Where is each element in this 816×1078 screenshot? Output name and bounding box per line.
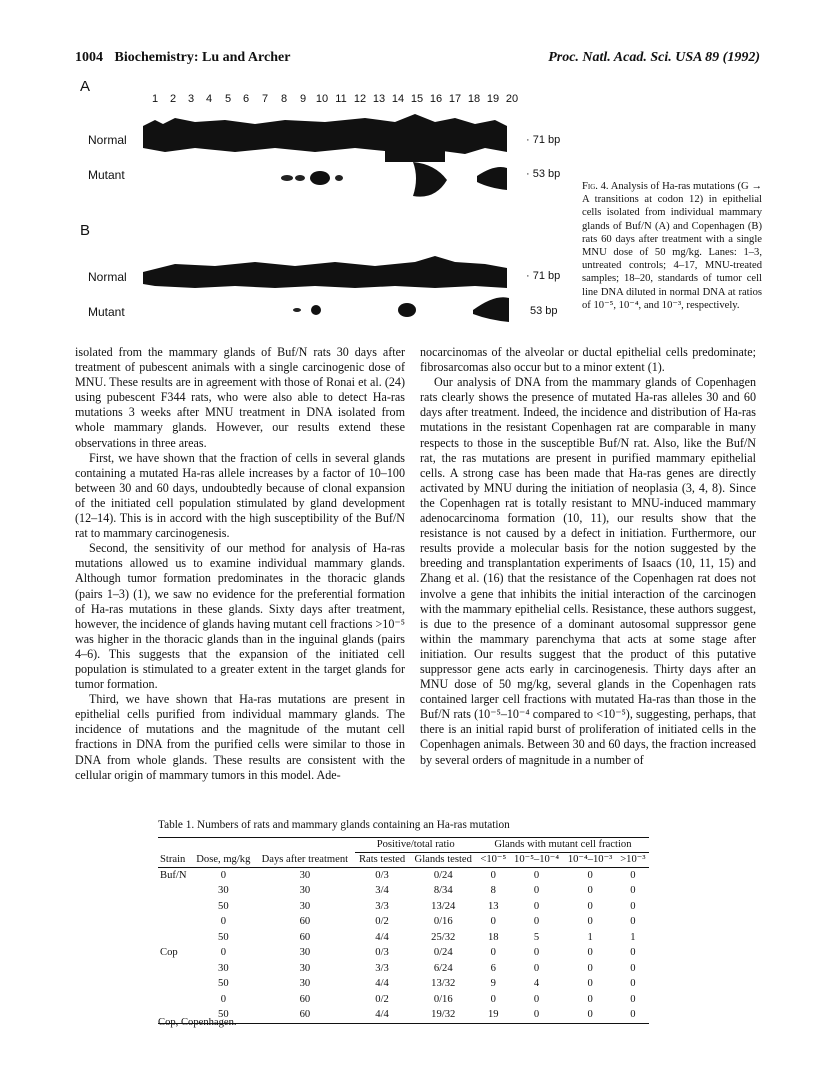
- paragraph: nocarcinomas of the alveolar or ductal epithelial cells predominate; fibrosarcomas also occur but to a minor extent (1).: [420, 345, 756, 375]
- table-row: [158, 884, 649, 900]
- table-cell: 19: [487, 1009, 499, 1021]
- table-cell: 25/32: [431, 931, 456, 943]
- paragraph: First, we have shown that the fraction of cells in several glands containing a mutated Ha-ras allele increases by a factor of 10–100 between 30 and 60 days, undoubtedly because of clonal expansion of the initiated cell population stimulated by gland development (12–14). This is in accord with the high susceptibility of the Buf/N rat to mammary carcinogenesis.: [75, 450, 405, 541]
- table-cell: 0: [587, 993, 593, 1005]
- table-cell: 13/32: [431, 978, 456, 990]
- table-cell: 13/24: [431, 900, 456, 912]
- lane-number: 11: [335, 93, 347, 105]
- figure-caption-text: Analysis of Ha-ras mutations (G → A transitions at codon 12) in epithelial cells isolated from individual mammary glands of Buf/N (A) and Copenhagen (B) rats 60 days after treatment with a single MNU dose of 50 mg/kg. Lanes: 1–3, untreated controls; 4–17, MNU-treated samples; 18–20, standards of tumor cell line DNA diluted in normal DNA at ratios of 10⁻⁵, 10⁻⁴, and 10⁻³, respectively.: [582, 181, 762, 311]
- group-glands: Glands with mutant cell fraction: [477, 838, 649, 853]
- table-cell: 0: [587, 885, 593, 897]
- lane-number: 4: [205, 93, 213, 105]
- table-cell: 0: [490, 993, 496, 1005]
- normal-band-a: [143, 114, 507, 154]
- table-row: [158, 961, 649, 977]
- table-cell: 50: [218, 978, 229, 990]
- table-cell: 0: [587, 916, 593, 928]
- table-cell: 8/34: [433, 885, 453, 897]
- gel-blot-panel-b: [135, 250, 525, 330]
- col-dose: Dose, mg/kg: [196, 854, 251, 865]
- table-cell: 0: [630, 869, 636, 881]
- col-rats: Rats tested: [358, 854, 406, 865]
- table-cell: 0: [587, 978, 593, 990]
- table-cell: 19/32: [431, 1009, 456, 1021]
- table-cell: Cop: [160, 947, 178, 959]
- panel-a-mutant-bp: · 53 bp: [526, 168, 561, 180]
- lane-number: 14: [391, 93, 405, 105]
- lane-number: 8: [280, 93, 288, 105]
- table-cell: 0/24: [433, 869, 453, 881]
- table-cell: 4/4: [375, 931, 389, 943]
- panel-b-mutant-label: Mutant: [88, 305, 125, 319]
- group-ratio: Positive/total ratio: [355, 838, 477, 853]
- table-cell: 0/16: [433, 916, 453, 928]
- left-column: [75, 345, 405, 783]
- table-cell: [158, 977, 191, 993]
- lane-number: 18: [467, 93, 481, 105]
- mutant-spot: [311, 305, 321, 315]
- table-row: [158, 992, 649, 1008]
- paragraph: Third, we have shown that Ha-ras mutations are present in epithelial cells purified from individual mammary glands. The incidence of mutations and the magnitude of the mutant cell fractions in DNA from the purified cells were similar to those in DNA from whole glands. These results are consistent with the cellular origin of mammary tumors in this model. Ade-: [75, 692, 405, 782]
- panel-b-label: B: [80, 222, 91, 239]
- table-cell: [158, 915, 191, 931]
- table-cell: 0/16: [433, 993, 453, 1005]
- mutant-spot: [293, 308, 301, 312]
- lane-number: 19: [486, 93, 500, 105]
- table-cell: 0: [533, 993, 540, 1005]
- bp-value: 71 bp: [532, 134, 561, 146]
- paragraph: Our analysis of DNA from the mammary glands of Copenhagen rats clearly shows the presence of mutated Ha-ras alleles 30 and 60 days after treatment. Indeed, the incidence and distribution of Ha-ras mutations in the resistant Copenhagen rat are comparable in many respects to those in the susceptible Buf/N rat. Also, like the Buf/N rat, the ras mutations are present in purified mammary epithelial cells. A strong case has been made that Ha-ras genes are directly activated by MNU during the initiation of neoplasia (3, 4, 8). Since the Copenhagen rat is totally resistant to MNU-induced mammary adenocarcinoma formation (10, 11), our results show that the resistance is not caused by a defect in initiation. Furthermore, our results provide a molecular basis for the notion suggested by the breeding and transplantation experiments of Isaacs (10, 11, 15) and Zhang et al. (16) that the resistance of the Copenhagen rat does not involve a gene that inhibits the initial interaction of the carcinogen with the mammary epithelial cells. Resistance, these authors suggest, is due to the presence of a dominant autosomal suppressor gene within the mammary parenchyma that acts at some stage after initiation. Our results suggest that the product of this putative suppressor gene acts early in carcinogenesis. Thirty days after an MNU dose of 50 mg/kg, several glands in the Copenhagen rats contained larger cell fractions with mutated Ha-ras than those in the Buf/N rats (10⁻⁵–10⁻⁴ compared to <10⁻⁵), suggesting, perhaps, that there is an initial rapid burst of proliferation of initiated cells in the Copenhagen animals. Between 30 and 60 days, the fraction increased by several orders of magnitude in a number of: [420, 375, 756, 767]
- table-row: [158, 915, 649, 931]
- lane-number: 3: [187, 93, 195, 105]
- table-cell: 0: [630, 1009, 636, 1021]
- right-column: [420, 345, 756, 768]
- mutant-blob: [413, 162, 447, 197]
- table-cell: 0: [587, 962, 593, 974]
- mutant-blob: [473, 297, 509, 322]
- table-cell: 30: [218, 962, 229, 974]
- mutant-spot: [295, 175, 305, 181]
- table-row: [158, 899, 649, 915]
- lane-number: 13: [372, 93, 386, 105]
- table-cell: 60: [299, 916, 311, 928]
- table-cell: 0/3: [375, 947, 389, 959]
- table-row: [158, 868, 649, 884]
- col-f1: <10⁻⁵: [480, 854, 507, 865]
- lane-number: 17: [448, 93, 462, 105]
- table-cell: 5: [533, 931, 540, 943]
- bp-value: 71 bp: [532, 270, 561, 282]
- table-cell: 0: [587, 1009, 593, 1021]
- table-cell: 3/3: [375, 962, 389, 974]
- table-cell: [158, 992, 191, 1008]
- table-cell: 60: [299, 993, 311, 1005]
- bp-value: 53 bp: [532, 168, 561, 180]
- table-cell: 0: [533, 885, 540, 897]
- table-row: [158, 930, 649, 946]
- table-cell: [158, 884, 191, 900]
- panel-a-mutant-label: Mutant: [88, 168, 125, 182]
- table-cell: 0/24: [433, 947, 453, 959]
- table-cell: 0: [220, 869, 226, 881]
- table-cell: 0: [220, 916, 226, 928]
- panel-a-label: A: [80, 78, 91, 95]
- table-cell: 3/3: [375, 900, 389, 912]
- panel-b-normal-bp: · 71 bp: [526, 270, 561, 282]
- table-cell: 0: [533, 900, 540, 912]
- table-cell: 0: [630, 885, 636, 897]
- col-f2: 10⁻⁵–10⁻⁴: [514, 854, 560, 865]
- paragraph: isolated from the mammary glands of Buf/N rats 30 days after treatment of pubescent animals with a single carcinogenic dose of MNU. These results are in agreement with those of Ronai et al. (24) using pubescent F344 rats, who were also able to detect Ha-ras mutations 3 weeks after MNU treatment in DNA isolated from whole mammary glands. However, our results extend these observations in three areas.: [75, 345, 405, 450]
- table-cell: 60: [299, 931, 311, 943]
- table-cell: 30: [299, 869, 311, 881]
- table-cell: 4/4: [375, 1009, 389, 1021]
- table-cell: 9: [490, 978, 496, 990]
- data-table: [158, 837, 649, 1024]
- table-cell: 30: [218, 885, 229, 897]
- table-cell: 0: [587, 869, 593, 881]
- table-cell: 50: [218, 1009, 229, 1021]
- table-cell: [158, 961, 191, 977]
- table-cell: 0: [533, 869, 540, 881]
- lane-number: 1: [151, 93, 159, 105]
- table-cell: 1: [630, 931, 636, 943]
- table-cell: 0/2: [375, 916, 389, 928]
- table-cell: 0: [630, 916, 636, 928]
- table-cell: 30: [299, 962, 311, 974]
- panel-b-normal-label: Normal: [88, 270, 127, 284]
- table-cell: 0: [587, 947, 593, 959]
- lane-number: 12: [353, 93, 367, 105]
- lane-number: 5: [224, 93, 232, 105]
- lane-number: 16: [429, 93, 443, 105]
- table-cell: 1: [587, 931, 593, 943]
- panel-b-mutant-bp: 53 bp: [530, 305, 558, 317]
- table-cell: 0/3: [375, 869, 389, 881]
- lane-number: 20: [505, 93, 519, 105]
- table-cell: 0: [490, 947, 496, 959]
- table-cell: [158, 930, 191, 946]
- table-row: [158, 977, 649, 993]
- table-cell: [158, 899, 191, 915]
- table-cell: 0: [533, 962, 540, 974]
- table-cell: 13: [487, 900, 499, 912]
- table-cell: 4: [533, 978, 540, 990]
- running-header: [75, 50, 760, 66]
- table-cell: 0: [533, 916, 540, 928]
- table-cell: 0: [533, 1009, 540, 1021]
- page-number: 1004: [75, 50, 103, 65]
- table-cell: 0: [630, 900, 636, 912]
- mutant-spot: [335, 175, 343, 181]
- lane-number: 2: [169, 93, 177, 105]
- table-cell: 30: [299, 900, 311, 912]
- table-cell: 0: [220, 993, 226, 1005]
- table-row: [158, 946, 649, 962]
- table-footnote: Cop, Copenhagen.: [158, 1017, 237, 1028]
- table-cell: 0: [630, 978, 636, 990]
- table-cell: 0: [220, 947, 226, 959]
- table-caption: Table 1. Numbers of rats and mammary glands containing an Ha-ras mutation: [158, 819, 510, 831]
- table-cell: 50: [218, 931, 229, 943]
- running-title: Biochemistry: Lu and Archer: [114, 50, 291, 65]
- table-cell: 30: [299, 947, 311, 959]
- col-strain: Strain: [160, 854, 186, 865]
- table-cell: 0: [533, 947, 540, 959]
- table-cell: 18: [487, 931, 499, 943]
- table-cell: 6: [490, 962, 496, 974]
- table-cell: 0: [587, 900, 593, 912]
- table-cell: 30: [299, 978, 311, 990]
- table-cell: 0: [630, 962, 636, 974]
- col-f3: 10⁻⁴–10⁻³: [567, 854, 613, 865]
- mutant-spot: [281, 175, 293, 181]
- panel-a-normal-label: Normal: [88, 133, 127, 147]
- table-cell: Buf/N: [160, 869, 187, 881]
- lane-number: 9: [299, 93, 307, 105]
- table-cell: 0/2: [375, 993, 389, 1005]
- table-cell: 4/4: [375, 978, 389, 990]
- table-cell: 8: [490, 885, 496, 897]
- table-cell: 60: [299, 1009, 311, 1021]
- figure-caption: [582, 180, 762, 312]
- mutant-spot: [398, 303, 416, 317]
- col-days: Days after treatment: [261, 854, 349, 865]
- col-f4: >10⁻³: [620, 854, 646, 865]
- col-glands: Glands tested: [414, 854, 472, 865]
- journal-citation: Proc. Natl. Acad. Sci. USA 89 (1992): [548, 50, 760, 65]
- table-cell: 3/4: [375, 885, 389, 897]
- table-cell: 6/24: [433, 962, 453, 974]
- gel-blot-panel-a: [135, 108, 525, 200]
- paragraph: Second, the sensitivity of our method for analysis of Ha-ras mutations allowed us to examine individual mammary glands. Although tumor formation predominates in the thoracic glands (pairs 1–3) (1), we saw no evidence for the preferential formation of Ha-ras mutations in these glands. Sixty days after treatment, however, the incidence of glands having mutant cell fractions >10⁻⁵ was higher in the thoracic glands than in the inguinal glands (pairs 4–6). This suggests that the expansion of the initiated cell population is stimulated to a greater extent in the target glands for tumor formation.: [75, 541, 405, 692]
- lane-number: 6: [242, 93, 250, 105]
- normal-band-b: [143, 256, 507, 288]
- mutant-spot: [310, 171, 330, 185]
- figure-label: Fig. 4.: [582, 181, 609, 192]
- mutant-blob: [477, 167, 507, 190]
- table-cell: 0: [630, 993, 636, 1005]
- lane-number: 7: [261, 93, 269, 105]
- panel-a-normal-bp: · 71 bp: [526, 134, 561, 146]
- table-cell: 30: [299, 885, 311, 897]
- lane-number: 15: [410, 93, 424, 105]
- table-cell: 0: [630, 947, 636, 959]
- lane-number: 10: [315, 93, 329, 105]
- table-cell: 0: [490, 869, 496, 881]
- table-cell: 0: [490, 916, 496, 928]
- table-cell: 50: [218, 900, 229, 912]
